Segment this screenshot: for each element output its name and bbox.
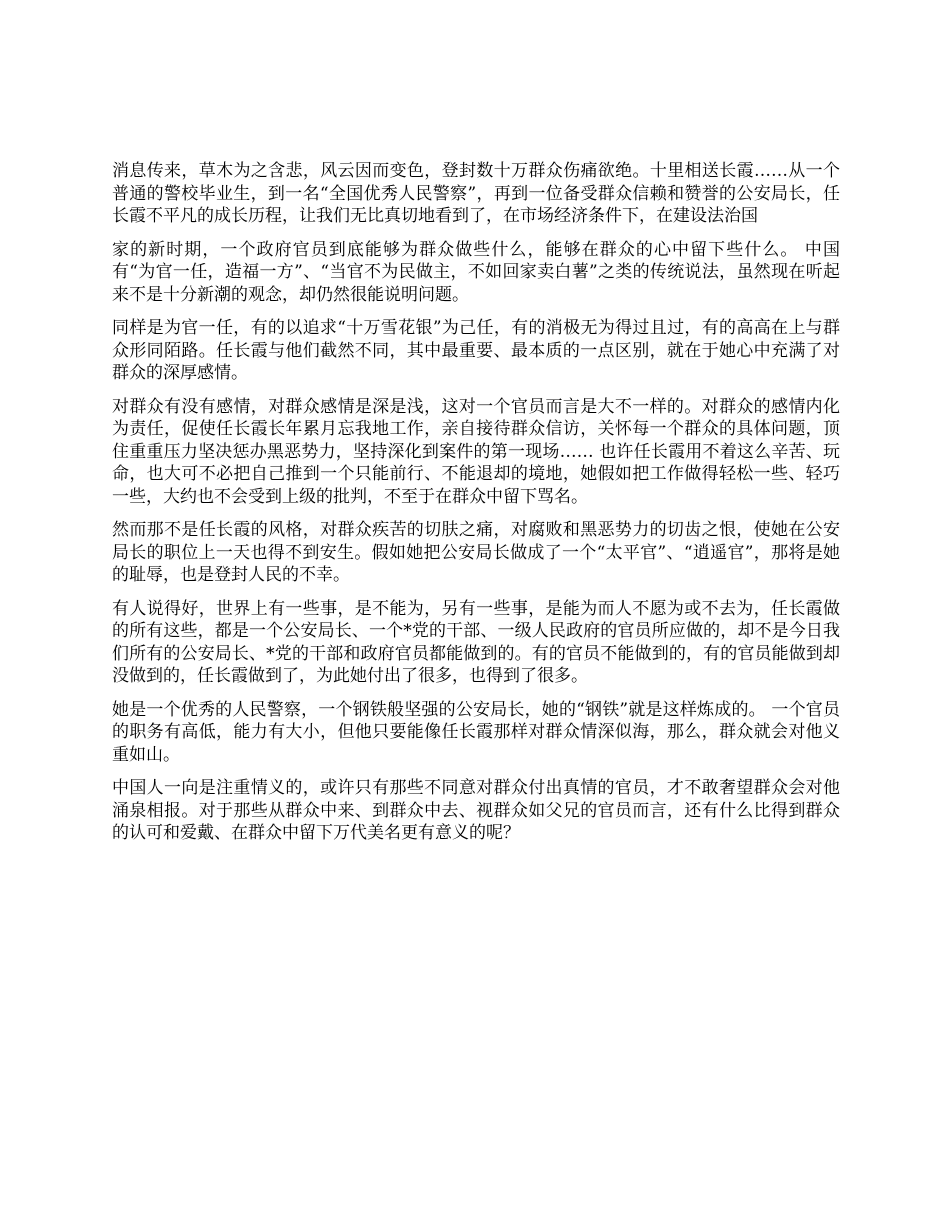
paragraph-7: 她是一个优秀的人民警察，一个钢铁般坚强的公安局长，她的“钢铁”就是这样炼成的。 一个官员的职务有高低，能力有大小，但他只要能像任长霞那样对群众情深似海，那么，群众就会对他义重如山。 <box>112 699 840 765</box>
paragraph-2: 家的新时期，一个政府官员到底能够为群众做些什么，能够在群众的心中留下些什么。 中国有“为官一任，造福一方”、“当官不为民做主，不如回家卖白薯”之类的传统说法，虽然现在听起来不是十分新潮的观念，却仍然很能说明问题。 <box>112 239 840 305</box>
paragraph-6: 有人说得好，世界上有一些事，是不能为，另有一些事，是能为而人不愿为或不去为，任长霞做的所有这些，都是一个公安局长、一个*党的干部、一级人民政府的官员所应做的，却不是今日我们所有的公安局长、*党的干部和政府官员都能做到的。有的官员不能做到的，有的官员能做到却没做到的，任长霞做到了，为此她付出了很多，也得到了很多。 <box>112 598 840 686</box>
paragraph-8: 中国人一向是注重情义的，或许只有那些不同意对群众付出真情的官员，才不敢奢望群众会对他涌泉相报。对于那些从群众中来、到群众中去、视群众如父兄的官员而言，还有什么比得到群众的认可和爱戴、在群众中留下万代美名更有意义的呢？ <box>112 778 840 843</box>
paragraph-4: 对群众有没有感情，对群众感情是深是浅，这对一个官员而言是大不一样的。对群众的感情内化为责任，促使任长霞长年累月忘我地工作，亲自接待群众信访，关怀每一个群众的具体问题，顶住重重压力坚决惩办黑恶势力，坚持深化到案件的第一现场…… 也许任长霞用不着这么辛苦、玩命，也大可不必把自己推到一个只能前行、不能退却的境地，她假如把工作做得轻松一些、轻巧一些，大约也不会受到上级的批判，不至于在群众中留下骂名。 <box>112 396 840 507</box>
paragraph-1: 消息传来，草木为之含悲，风云因而变色，登封数十万群众伤痛欲绝。十里相送长霞……从一个普通的警校毕业生，到一名“全国优秀人民警察”，再到一位备受群众信赖和赞誉的公安局长，任长霞不平凡的成长历程，让我们无比真切地看到了，在市场经济条件下，在建设法治国 <box>112 161 840 226</box>
paragraph-5: 然而那不是任长霞的风格，对群众疾苦的切肤之痛，对腐败和黑恶势力的切齿之恨，使她在公安局长的职位上一天也得不到安生。假如她把公安局长做成了一个“太平官”、“逍遥官”，那将是她的耻辱，也是登封人民的不幸。 <box>112 520 840 585</box>
paragraph-3: 同样是为官一任，有的以追求“十万雪花银”为己任，有的消极无为得过且过，有的高高在上与群众形同陌路。任长霞与他们截然不同，其中最重要、最本质的一点区别，就在于她心中充满了对群众的深厚感情。 <box>112 318 840 383</box>
document-body <box>112 160 840 856</box>
